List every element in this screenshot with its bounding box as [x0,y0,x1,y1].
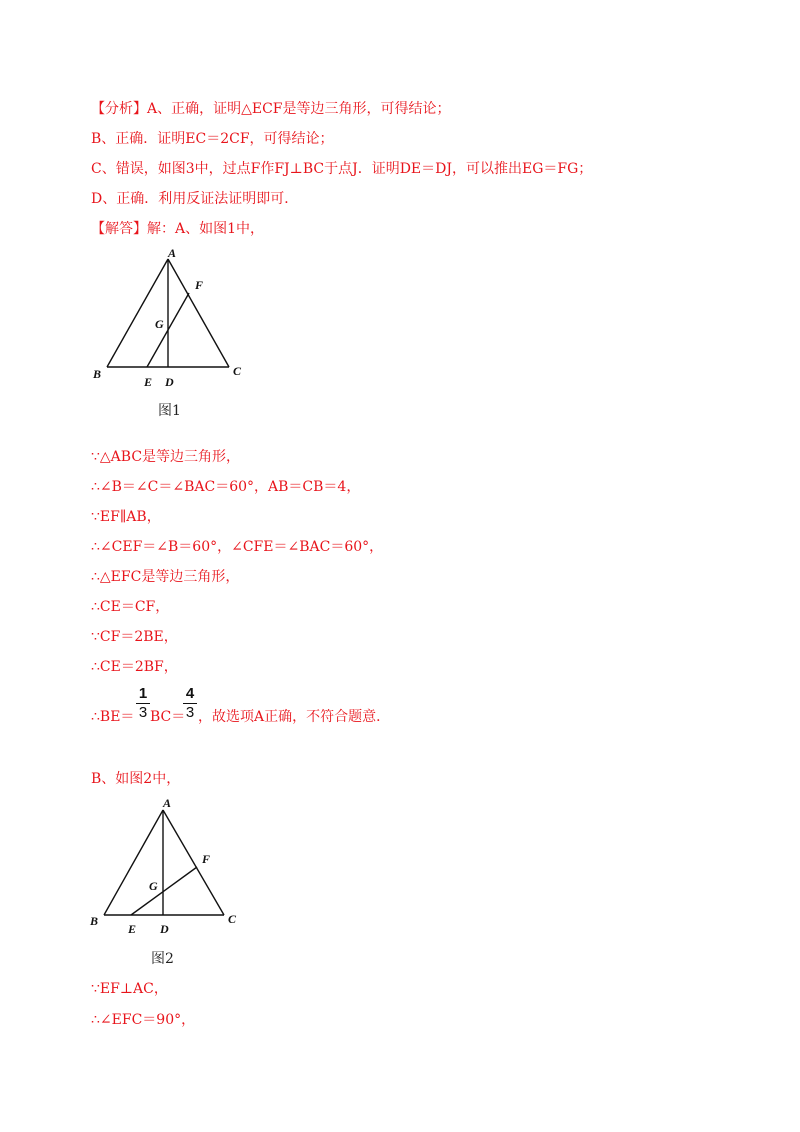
analysis-line-2: B、正确．证明EC＝2CF，可得结论； [91,131,334,147]
solution-step-4: ∴∠CEF＝∠B＝60°，∠CFE＝∠BAC＝60°， [91,539,384,555]
fig1-label-f: F [195,278,204,292]
analysis-line-3: C、错误，如图3中，过点F作FJ⊥BC于点J．证明DE＝DJ，可以推出EG＝FG； [91,161,593,177]
solution-step-5: ∴△EFC是等边三角形， [91,569,240,585]
fraction-four-thirds-numerator: 4 [185,685,195,702]
figure-1 [88,246,258,396]
part-b-step-2: ∴∠EFC＝90°， [91,1012,196,1028]
solution-step-6: ∴CE＝CF， [91,599,170,615]
fig2-label-e: E [128,922,137,936]
solution-intro: 【解答】解：A、如图1中， [91,221,265,237]
fraction-one-third [136,686,150,721]
figure-2-caption: 图2 [151,951,174,967]
solution-step-9-part-c: ，故选项A正确，不符合题意． [198,709,391,725]
solution-step-2: ∴∠B＝∠C＝∠BAC＝60°，AB＝CB＝4， [91,479,361,495]
fig2-label-g: G [149,879,158,893]
fig2-side-ac [163,810,224,915]
fig2-label-f: F [202,852,211,866]
fig1-label-d: D [165,375,174,389]
solution-step-7: ∵CF＝2BE， [91,629,178,645]
solution-step-1: ∵△ABC是等边三角形， [91,449,241,465]
fraction-four-thirds-denominator: 3 [185,704,195,721]
analysis-line-1: 【分析】A、正确，证明△ECF是等边三角形，可得结论； [91,101,451,117]
fig2-side-ab [104,810,163,915]
fig1-label-b: B [93,367,102,381]
fig1-label-e: E [144,375,153,389]
fraction-one-third-denominator: 3 [138,704,148,721]
fraction-one-third-numerator: 1 [138,685,148,702]
fig2-segment-ef [131,867,197,915]
solution-step-8: ∴CE＝2BF， [91,659,178,675]
figure-1-caption: 图1 [158,403,181,419]
fig1-label-c: C [233,364,242,378]
fig2-label-b: B [90,914,99,928]
fig1-label-g: G [155,317,164,331]
part-b-intro: B、如图2中， [91,771,181,787]
fig1-side-ab [107,259,168,367]
fig1-label-a: A [168,246,177,260]
analysis-line-4: D、正确．利用反证法证明即可． [91,191,299,207]
fig2-label-c: C [228,912,237,926]
solution-step-9-part-b: BC＝ [150,709,186,725]
fraction-four-thirds [183,686,197,721]
figure-2 [86,793,256,943]
fig2-label-a: A [163,796,172,810]
solution-step-3: ∵EF∥AB， [91,509,161,525]
fig2-label-d: D [160,922,169,936]
solution-step-9-part-a: ∴BE＝ [91,709,135,725]
part-b-step-1: ∵EF⊥AC， [91,981,168,997]
